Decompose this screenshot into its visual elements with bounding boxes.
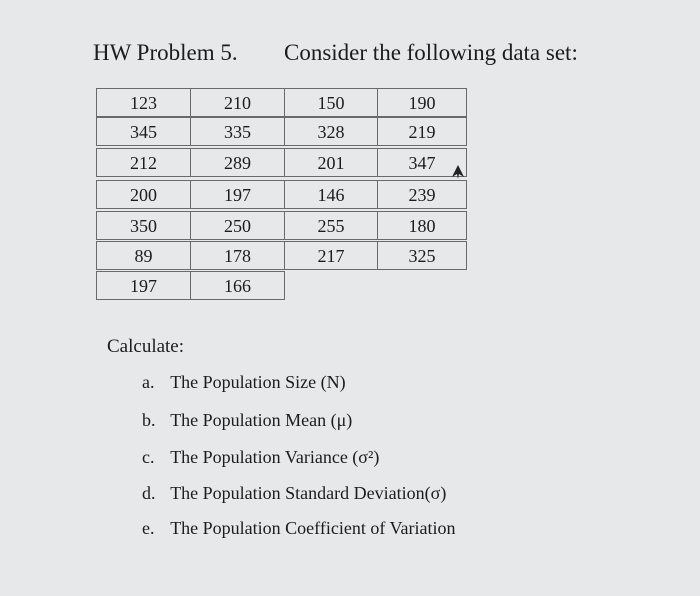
table-cell: 217 [284,241,378,270]
question-a [142,372,346,393]
table-cell: 239 [377,180,467,209]
question-text: The Population Standard Deviation(σ) [170,483,447,503]
table-cell: 146 [284,180,378,209]
question-letter: c. [142,447,155,467]
table-cell: 335 [190,117,285,146]
question-text: The Population Mean (μ) [170,410,353,430]
question-text: The Population Variance (σ²) [170,447,380,467]
table-cell: 150 [284,88,378,117]
table-cell: 197 [96,271,191,300]
mouse-cursor-icon [451,164,465,180]
table-cell: 123 [96,88,191,117]
table-cell: 190 [377,88,467,117]
question-letter: e. [142,518,155,538]
table-cell: 350 [96,211,191,240]
problem-prompt: Consider the following data set: [284,40,578,65]
question-c [142,447,379,468]
table-cell: 325 [377,241,467,270]
table-cell: 210 [190,88,285,117]
calculate-label: Calculate: [107,336,185,357]
question-b [142,410,352,431]
table-cell: 166 [190,271,285,300]
table-cell: 328 [284,117,378,146]
table-cell: 89 [96,241,191,270]
table-cell: 178 [190,241,285,270]
table-cell: 200 [96,180,191,209]
table-cell: 345 [96,117,191,146]
table-cell: 212 [96,148,191,177]
question-text: The Population Size (N) [170,372,346,392]
question-e [142,518,455,539]
question-letter: a. [142,372,155,392]
table-cell: 197 [190,180,285,209]
table-cell: 347 [377,148,467,177]
question-text: The Population Coefficient of Variation [170,518,456,538]
table-cell: 219 [377,117,467,146]
table-cell: 180 [377,211,467,240]
question-letter: b. [142,410,156,430]
table-cell: 250 [190,211,285,240]
table-cell: 289 [190,148,285,177]
question-d [142,483,446,504]
table-cell: 255 [284,211,378,240]
question-letter: d. [142,483,156,503]
table-cell: 201 [284,148,378,177]
problem-title: HW Problem 5. [93,40,238,65]
